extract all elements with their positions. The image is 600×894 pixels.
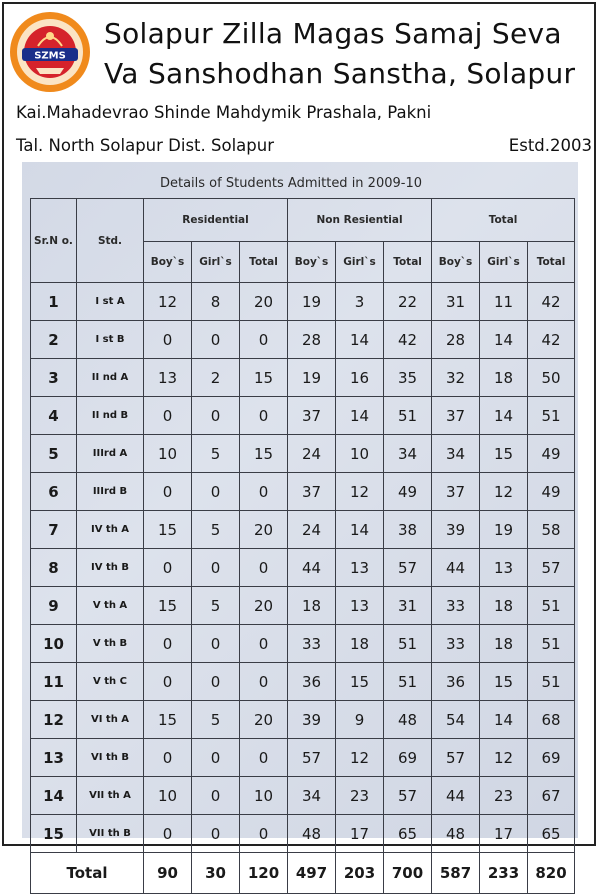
cell-nonres-total: 42	[384, 321, 432, 359]
cell-nonres-boys: 37	[288, 397, 336, 435]
cell-nonres-boys: 36	[288, 663, 336, 701]
cell-res-total: 0	[240, 549, 288, 587]
cell-nonres-girls: 16	[336, 359, 384, 397]
cell-res-girls: 0	[192, 663, 240, 701]
cell-all-girls: 14	[480, 397, 528, 435]
cell-res-total: 0	[240, 663, 288, 701]
szms-logo	[8, 10, 92, 94]
cell-all-girls: 15	[480, 663, 528, 701]
cell-sr-no: 4	[31, 397, 77, 435]
cell-all-total: 51	[528, 587, 575, 625]
total-res-total: 120	[240, 853, 288, 894]
cell-nonres-total: 51	[384, 397, 432, 435]
cell-res-girls: 8	[192, 283, 240, 321]
header-residential-girls: Girl`s	[192, 242, 240, 283]
cell-res-girls: 0	[192, 625, 240, 663]
cell-sr-no: 2	[31, 321, 77, 359]
cell-nonres-boys: 24	[288, 511, 336, 549]
cell-nonres-total: 35	[384, 359, 432, 397]
cell-nonres-girls: 14	[336, 511, 384, 549]
header-total-girls: Girl`s	[480, 242, 528, 283]
cell-all-boys: 44	[432, 777, 480, 815]
table-row	[31, 663, 575, 701]
cell-res-boys: 0	[144, 625, 192, 663]
cell-all-girls: 13	[480, 549, 528, 587]
cell-all-total: 50	[528, 359, 575, 397]
cell-nonres-girls: 9	[336, 701, 384, 739]
cell-nonres-boys: 19	[288, 359, 336, 397]
total-nonres-total: 700	[384, 853, 432, 894]
table-total-row	[31, 853, 575, 894]
cell-all-total: 67	[528, 777, 575, 815]
table-row	[31, 815, 575, 853]
table-row	[31, 397, 575, 435]
header-nonres-total: Total	[384, 242, 432, 283]
cell-all-girls: 18	[480, 587, 528, 625]
cell-std: IV th A	[77, 511, 144, 549]
cell-res-girls: 0	[192, 549, 240, 587]
table-caption: Details of Students Admitted in 2009-10	[159, 176, 422, 191]
cell-all-girls: 18	[480, 625, 528, 663]
cell-res-girls: 2	[192, 359, 240, 397]
header-sr-no: Sr.N o.	[31, 199, 77, 283]
title-line-2: Va Sanshodhan Sanstha, Solapur	[104, 57, 576, 90]
cell-res-girls: 0	[192, 397, 240, 435]
header-total-boys: Boy`s	[432, 242, 480, 283]
header-total: Total	[432, 199, 575, 242]
cell-all-total: 51	[528, 397, 575, 435]
cell-all-boys: 34	[432, 435, 480, 473]
cell-all-total: 51	[528, 625, 575, 663]
cell-res-girls: 5	[192, 511, 240, 549]
cell-res-girls: 5	[192, 701, 240, 739]
cell-all-total: 58	[528, 511, 575, 549]
cell-res-total: 10	[240, 777, 288, 815]
cell-nonres-girls: 12	[336, 473, 384, 511]
cell-res-total: 15	[240, 435, 288, 473]
cell-nonres-girls: 13	[336, 587, 384, 625]
cell-nonres-total: 69	[384, 739, 432, 777]
cell-nonres-total: 34	[384, 435, 432, 473]
table-row	[31, 511, 575, 549]
cell-all-total: 51	[528, 663, 575, 701]
cell-all-girls: 14	[480, 701, 528, 739]
cell-nonres-girls: 15	[336, 663, 384, 701]
cell-res-total: 15	[240, 359, 288, 397]
cell-std: V th B	[77, 625, 144, 663]
cell-sr-no: 11	[31, 663, 77, 701]
cell-sr-no: 5	[31, 435, 77, 473]
cell-nonres-girls: 17	[336, 815, 384, 853]
cell-sr-no: 1	[31, 283, 77, 321]
cell-nonres-boys: 57	[288, 739, 336, 777]
cell-sr-no: 8	[31, 549, 77, 587]
cell-res-boys: 15	[144, 587, 192, 625]
cell-all-total: 42	[528, 321, 575, 359]
table-row	[31, 777, 575, 815]
cell-nonres-girls: 13	[336, 549, 384, 587]
cell-all-total: 49	[528, 435, 575, 473]
title-line-1: Solapur Zilla Magas Samaj Seva	[104, 17, 562, 50]
header-residential: Residential	[144, 199, 288, 242]
header-non-residential: Non Resiential	[288, 199, 432, 242]
cell-all-girls: 17	[480, 815, 528, 853]
cell-all-total: 65	[528, 815, 575, 853]
table-row	[31, 587, 575, 625]
cell-nonres-girls: 12	[336, 739, 384, 777]
cell-res-total: 20	[240, 587, 288, 625]
school-name: Kai.Mahadevrao Shinde Mahdymik Prashala, Pakni	[16, 103, 432, 122]
cell-res-total: 0	[240, 473, 288, 511]
cell-std: I st B	[77, 321, 144, 359]
cell-nonres-total: 31	[384, 587, 432, 625]
cell-all-total: 69	[528, 739, 575, 777]
cell-nonres-girls: 23	[336, 777, 384, 815]
cell-res-boys: 12	[144, 283, 192, 321]
cell-all-girls: 18	[480, 359, 528, 397]
cell-nonres-girls: 18	[336, 625, 384, 663]
cell-all-girls: 15	[480, 435, 528, 473]
total-label: Total	[31, 853, 144, 894]
cell-nonres-total: 51	[384, 663, 432, 701]
cell-res-boys: 15	[144, 511, 192, 549]
cell-all-boys: 31	[432, 283, 480, 321]
total-all-girls: 233	[480, 853, 528, 894]
cell-res-total: 0	[240, 321, 288, 359]
admissions-table-photo	[22, 162, 578, 882]
cell-nonres-boys: 24	[288, 435, 336, 473]
cell-nonres-total: 51	[384, 625, 432, 663]
cell-res-boys: 10	[144, 435, 192, 473]
cell-all-total: 57	[528, 549, 575, 587]
cell-res-boys: 0	[144, 739, 192, 777]
total-res-boys: 90	[144, 853, 192, 894]
cell-res-boys: 15	[144, 701, 192, 739]
cell-all-girls: 12	[480, 473, 528, 511]
cell-res-girls: 5	[192, 587, 240, 625]
cell-std: I st A	[77, 283, 144, 321]
cell-std: V th C	[77, 663, 144, 701]
cell-all-girls: 23	[480, 777, 528, 815]
table-body	[31, 283, 575, 853]
admissions-table	[30, 198, 575, 894]
table-row	[31, 321, 575, 359]
cell-all-boys: 39	[432, 511, 480, 549]
cell-nonres-boys: 37	[288, 473, 336, 511]
total-all-boys: 587	[432, 853, 480, 894]
cell-all-boys: 28	[432, 321, 480, 359]
cell-res-boys: 0	[144, 321, 192, 359]
table-row	[31, 625, 575, 663]
cell-res-boys: 0	[144, 473, 192, 511]
cell-sr-no: 14	[31, 777, 77, 815]
institution-title	[104, 14, 594, 94]
cell-res-girls: 0	[192, 321, 240, 359]
header-residential-total: Total	[240, 242, 288, 283]
cell-res-girls: 0	[192, 777, 240, 815]
cell-res-total: 20	[240, 701, 288, 739]
cell-nonres-boys: 44	[288, 549, 336, 587]
cell-sr-no: 10	[31, 625, 77, 663]
cell-res-boys: 0	[144, 663, 192, 701]
cell-nonres-total: 38	[384, 511, 432, 549]
cell-res-total: 0	[240, 397, 288, 435]
cell-std: IIIrd A	[77, 435, 144, 473]
cell-nonres-total: 57	[384, 549, 432, 587]
cell-all-girls: 12	[480, 739, 528, 777]
cell-all-total: 49	[528, 473, 575, 511]
cell-nonres-girls: 10	[336, 435, 384, 473]
cell-all-total: 42	[528, 283, 575, 321]
cell-res-total: 0	[240, 815, 288, 853]
table-row	[31, 473, 575, 511]
cell-all-total: 68	[528, 701, 575, 739]
cell-sr-no: 9	[31, 587, 77, 625]
cell-nonres-girls: 14	[336, 321, 384, 359]
table-row	[31, 359, 575, 397]
cell-res-total: 20	[240, 511, 288, 549]
cell-nonres-girls: 14	[336, 397, 384, 435]
cell-res-boys: 0	[144, 397, 192, 435]
total-nonres-girls: 203	[336, 853, 384, 894]
cell-all-boys: 54	[432, 701, 480, 739]
cell-nonres-boys: 39	[288, 701, 336, 739]
cell-std: VII th A	[77, 777, 144, 815]
cell-sr-no: 3	[31, 359, 77, 397]
cell-res-boys: 0	[144, 549, 192, 587]
header-total-total: Total	[528, 242, 575, 283]
cell-res-girls: 0	[192, 815, 240, 853]
table-row	[31, 549, 575, 587]
cell-sr-no: 12	[31, 701, 77, 739]
header-nonres-girls: Girl`s	[336, 242, 384, 283]
cell-sr-no: 7	[31, 511, 77, 549]
cell-std: VII th B	[77, 815, 144, 853]
cell-all-boys: 57	[432, 739, 480, 777]
table-row	[31, 435, 575, 473]
cell-std: II nd A	[77, 359, 144, 397]
cell-all-boys: 33	[432, 587, 480, 625]
cell-std: II nd B	[77, 397, 144, 435]
total-res-girls: 30	[192, 853, 240, 894]
cell-res-boys: 0	[144, 815, 192, 853]
cell-res-boys: 10	[144, 777, 192, 815]
cell-all-boys: 33	[432, 625, 480, 663]
cell-std: V th A	[77, 587, 144, 625]
cell-all-girls: 11	[480, 283, 528, 321]
cell-nonres-boys: 48	[288, 815, 336, 853]
cell-sr-no: 15	[31, 815, 77, 853]
cell-nonres-total: 49	[384, 473, 432, 511]
cell-std: IV th B	[77, 549, 144, 587]
header-std: Std.	[77, 199, 144, 283]
cell-nonres-boys: 33	[288, 625, 336, 663]
table-row	[31, 701, 575, 739]
cell-sr-no: 6	[31, 473, 77, 511]
cell-sr-no: 13	[31, 739, 77, 777]
cell-res-girls: 5	[192, 435, 240, 473]
cell-nonres-boys: 18	[288, 587, 336, 625]
cell-res-total: 20	[240, 283, 288, 321]
cell-nonres-total: 48	[384, 701, 432, 739]
header-residential-boys: Boy`s	[144, 242, 192, 283]
header-nonres-boys: Boy`s	[288, 242, 336, 283]
table-row	[31, 739, 575, 777]
cell-std: IIIrd B	[77, 473, 144, 511]
total-nonres-boys: 497	[288, 853, 336, 894]
cell-std: VI th B	[77, 739, 144, 777]
cell-all-girls: 14	[480, 321, 528, 359]
cell-all-boys: 32	[432, 359, 480, 397]
total-all-total: 820	[528, 853, 575, 894]
cell-nonres-boys: 28	[288, 321, 336, 359]
cell-nonres-girls: 3	[336, 283, 384, 321]
cell-res-boys: 13	[144, 359, 192, 397]
cell-nonres-total: 22	[384, 283, 432, 321]
table-row	[31, 283, 575, 321]
cell-all-boys: 37	[432, 397, 480, 435]
cell-nonres-total: 57	[384, 777, 432, 815]
cell-all-boys: 36	[432, 663, 480, 701]
cell-res-girls: 0	[192, 739, 240, 777]
school-address: Tal. North Solapur Dist. Solapur	[16, 136, 274, 155]
cell-std: VI th A	[77, 701, 144, 739]
logo-text: SZMS	[34, 50, 66, 62]
cell-all-boys: 37	[432, 473, 480, 511]
cell-res-total: 0	[240, 739, 288, 777]
cell-nonres-boys: 34	[288, 777, 336, 815]
cell-all-girls: 19	[480, 511, 528, 549]
cell-all-boys: 44	[432, 549, 480, 587]
cell-all-boys: 48	[432, 815, 480, 853]
cell-nonres-total: 65	[384, 815, 432, 853]
cell-res-total: 0	[240, 625, 288, 663]
cell-res-girls: 0	[192, 473, 240, 511]
cell-nonres-boys: 19	[288, 283, 336, 321]
established-year: Estd.2003	[508, 136, 592, 155]
